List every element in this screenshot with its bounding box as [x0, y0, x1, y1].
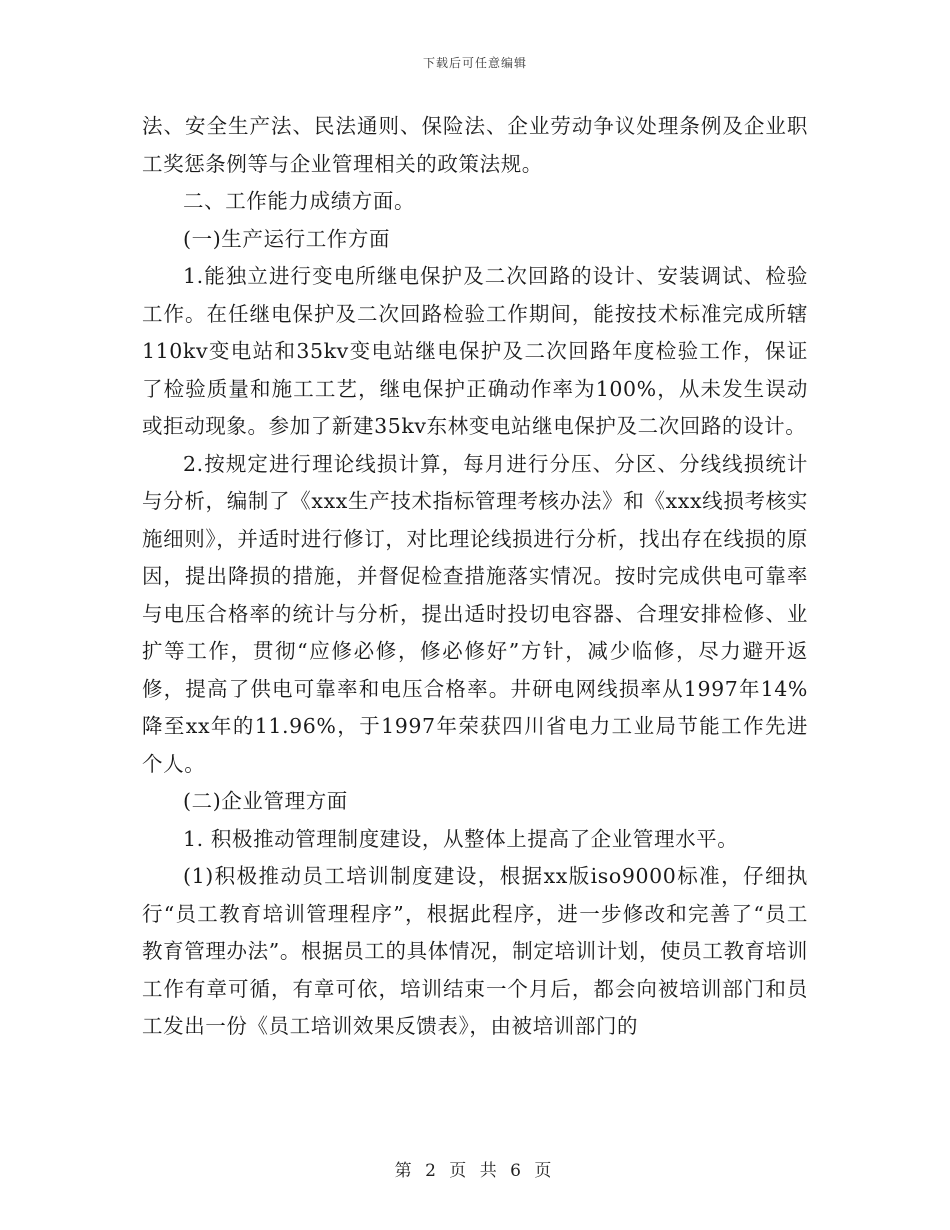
paragraph-8: (1)积极推动员工培训制度建设，根据xx版iso9000标准，仔细执行“员工教育培训管理程序”，根据此程序，进一步修改和完善了“员工教育管理办法”。根据员工的具体情况，制定培训计划，使员工教育培训工作有章可循，有章可依，培训结束一个月后，都会向被培训部门和员工发出一份《员工培训效果反馈表》，由被培训部门的 [142, 864, 808, 1038]
paragraph-1: 法、安全生产法、民法通则、保险法、企业劳动争议处理条例及企业职工奖惩条例等与企业管理相关的政策法规。 [142, 114, 808, 176]
paragraph-4: 1.能独立进行变电所继电保护及二次回路的设计、安装调试、检验工作。在任继电保护及二次回路检验工作期间，能按技术标准完成所辖110kv变电站和35kv变电站继电保护及二次回路年度检验工作，保证了检验质量和施工工艺，继电保护正确动作率为100%，从未发生误动或拒动现象。参加了新建35kv东林变电站继电保护及二次回路的设计。 [142, 264, 808, 438]
paragraph-3: (一)生产运行工作方面 [183, 226, 391, 251]
page-number: 第 2 页 共 6 页 [394, 1161, 556, 1181]
paragraph-7: 1. 积极推动管理制度建设，从整体上提高了企业管理水平。 [183, 826, 739, 851]
paragraph-6: (二)企业管理方面 [183, 789, 348, 813]
page-header: 下载后可任意编辑 [422, 56, 527, 70]
document-body [142, 108, 808, 1046]
paragraph-2: 二、工作能力成绩方面。 [183, 189, 416, 213]
paragraph-5: 2.按规定进行理论线损计算，每月进行分压、分区、分线线损统计与分析，编制了《xxx生产技术指标管理考核办法》和《xxx线损考核实施细则》，并适时进行修订，对比理论线损进行分析，找出存在线损的原因，提出降损的措施，并督促检查措施落实情况。按时完成供电可靠率与电压合格率的统计与分析，提出适时投切电容器、合理安排检修、业扩等工作，贯彻“应修必修，修必修好”方针，减少临修，尽力避开返修，提高了供电可靠率和电压合格率。井研电网线损率从1997年14%降至xx年的11.96%，于1997年荣获四川省电力工业局节能工作先进个人。 [142, 451, 808, 776]
